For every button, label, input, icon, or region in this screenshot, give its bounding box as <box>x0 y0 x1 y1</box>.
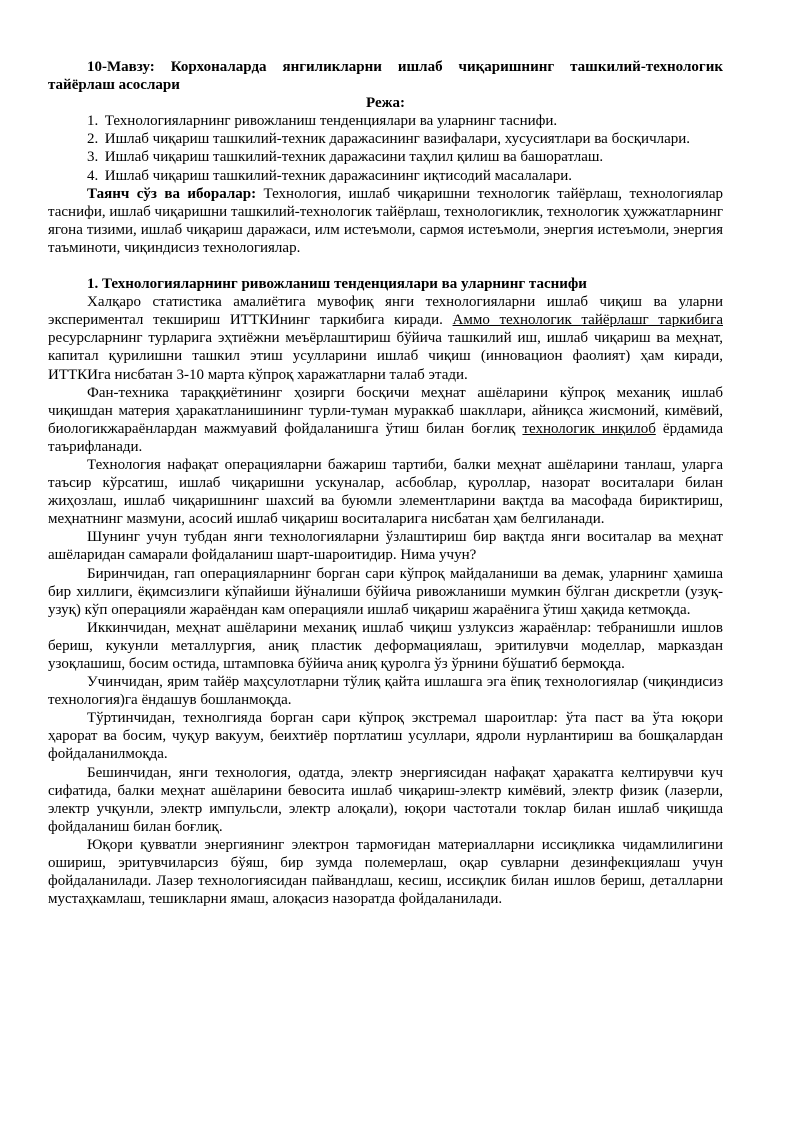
plan-item <box>48 130 723 148</box>
paragraph <box>48 384 723 456</box>
paragraph: Шунинг учун тубдан янги технологияларни ўзлаштириш бир вақтда янги воситалар ва меҳнат ашёларидан самарали фойдаланиш шарт-шароитидир. Нима учун? <box>48 529 723 564</box>
section-title: 1. Технологияларнинг ривожланиш тенденциялари ва уларнинг таснифи <box>87 276 587 293</box>
paragraph: Технология нафақат операцияларни бажариш тартиби, балки меҳнат ашёларини танлаш, уларга таъсир кўрсатиш, ишлаб чиқаришни ускуналар, асбоблар, қуроллар, назорат воситалари билан жиҳозлаш, ишлаб чиқаришнинг шахсий ва буюмли элементларини вақтда ва масофада бириктириш, меҳнатнинг мазмуни, асосий ишлаб чиқариш воситаларига нисбатан ҳам белгиланади. <box>48 456 723 528</box>
keywords-text: Технология, ишлаб чиқаришни технологик тайёрлаш, технологиялар таснифи, ишлаб чиқаришни ташкилий-технологик тайёрлаш, технологиклик, технологик ҳужжатларнинг ягона тизими, ишлаб чиқариш даражаси, илм истеъмоли, сармоя истеъмоли, энергия истеъмоли, энергия таъминоти, чиқиндисиз технологиялар. <box>48 185 723 256</box>
underlined-phrase: технологик инқилоб <box>522 420 656 437</box>
keywords-label: Таянч сўз ва иборалар: <box>87 185 257 202</box>
plan-heading: Режа: <box>366 95 405 112</box>
plan-item-number: 1. <box>87 113 99 130</box>
paragraph <box>48 293 723 383</box>
paragraph: Бешинчидан, янги технология, одатда, электр энергиясидан нафақат ҳаракатга келтирувчи куч сифатида, балки меҳнат ашёларини бевосита ишлаб чиқариш-электр кимёвий, электр физик (лазерли, электр учқунли, электр импульсли, электр алоқали), юқори частотали токлар билан ишлаб чиқишда фойдаланиш билан боғлиқ. <box>48 764 723 835</box>
plan-item <box>48 167 723 185</box>
paragraph-text: ёрдамида таърифланади. <box>48 420 723 455</box>
keywords-paragraph <box>48 185 723 257</box>
underlined-phrase: Аммо технологик тайёрлашг таркибига <box>452 312 723 329</box>
paragraph: Иккинчидан, меҳнат ашёларини механиқ ишлаб чиқиш узлуксиз жараёнлар: тебранишли ишлов бериш, кукунли металлургия, аниқ пластик деформациялаш, эритилувчи моделлар, марказдан узоқлашиш, босим остида, штамповка бўйича аниқ қуролга ўз ўрнини бўшатиб бермоқда. <box>48 619 723 672</box>
plan-item-text: Технологияларнинг ривожланиш тенденциялари ва уларнинг таснифи. <box>104 113 558 130</box>
plan-item <box>48 112 723 130</box>
plan-item <box>48 148 723 166</box>
plan-item-text: Ишлаб чиқариш ташкилий-техник даражасининг иқтисодий масалалари. <box>104 167 572 184</box>
paragraph: Биринчидан, гап операцияларнинг борган сари кўпроқ майдаланиши ва демак, уларнинг ҳамиша бир хиллиги, ёқимсизлиги кўпайиши йўналиши бўйича ривожланиши мумкин бўлган дискретли (узуқ-узуқ) кўп операцияли жараёндан кам операцияли ишлаб чиқариш жараёнига ўтиш ҳақида кетмоқда. <box>48 565 723 618</box>
paragraph-text: Халқаро статистика амалиётига мувофиқ янги технологияларни ишлаб чиқиш ва уларни экспериментал текшириш ИТТКИнинг таркибига киради. <box>48 294 723 329</box>
paragraph: Учинчидан, ярим тайёр маҳсулотларни тўлиқ қайта ишлашга эга ёпиқ технологиялар (чиқиндисиз технология)га ёндашув бошланмоқда. <box>48 674 723 709</box>
paragraph: Тўртинчидан, технолгияда борган сари кўпроқ экстремал шароитлар: ўта паст ва ўта юқори ҳарорат ва босим, чуқур вакуум, беихтиёр портлатиш усуллари, ядроли нурлантириш ва бошқалардан фойдаланилмоқда. <box>48 710 723 763</box>
paragraph-text: ресурсларнинг турларига эҳтиёжни меъёрлаштириш бўйича ташкилий иш, ишлаб чиқариш ва меҳнат, капитал қурилишни ташкил этиш усулларини ишлаб чиқиш (инновацион фаолият) ҳам киради, ИТТКИга нисбатан 3-10 марта кўпроқ харажатларни талаб этади. <box>48 330 723 383</box>
document-page <box>48 58 723 908</box>
plan-item-text: Ишлаб чиқариш ташкилий-техник даражасини таҳлил қилиш ва башоратлаш. <box>104 149 604 166</box>
plan-item-number: 4. <box>87 167 99 184</box>
plan-item-number: 2. <box>87 131 99 148</box>
plan-item-number: 3. <box>87 149 99 166</box>
document-title: 10-Мавзу: Корхоналарда янгиликларни ишлаб чиқаришнинг ташкилий-технологик тайёрлаш асослари <box>48 59 723 94</box>
paragraph-text: Фан-техника тараққиётининг ҳозирги босқичи меҳнат ашёларини кўпроқ механиқ ишлаб чиқишдан материя ҳаракатланишининг турли-туман мураккаб шакллари, айниқса жисмоний, кимёвий, биологикжараёнлардан мажмуавий фойдаланишга ўтиш билан боғлиқ <box>48 384 723 437</box>
paragraph: Юқори қувватли энергиянинг электрон тармоғидан материалларни иссиқликка чидамлилигини ошириш, эритувчиларсиз бўяш, бир зумда полемерлаш, оқар сувларни дезинфекциялаш учун фойдаланилади. Лазер технологиясидан пайвандлаш, кесиш, иссиқлик билан ишлов бериш, деталларни мустаҳкамлаш, тешикларни ямаш, алоқасиз назоратда фойдаланилади. <box>48 836 723 908</box>
plan-item-text: Ишлаб чиқариш ташкилий-техник даражасининг вазифалари, хусусиятлари ва босқичлари. <box>104 131 691 148</box>
